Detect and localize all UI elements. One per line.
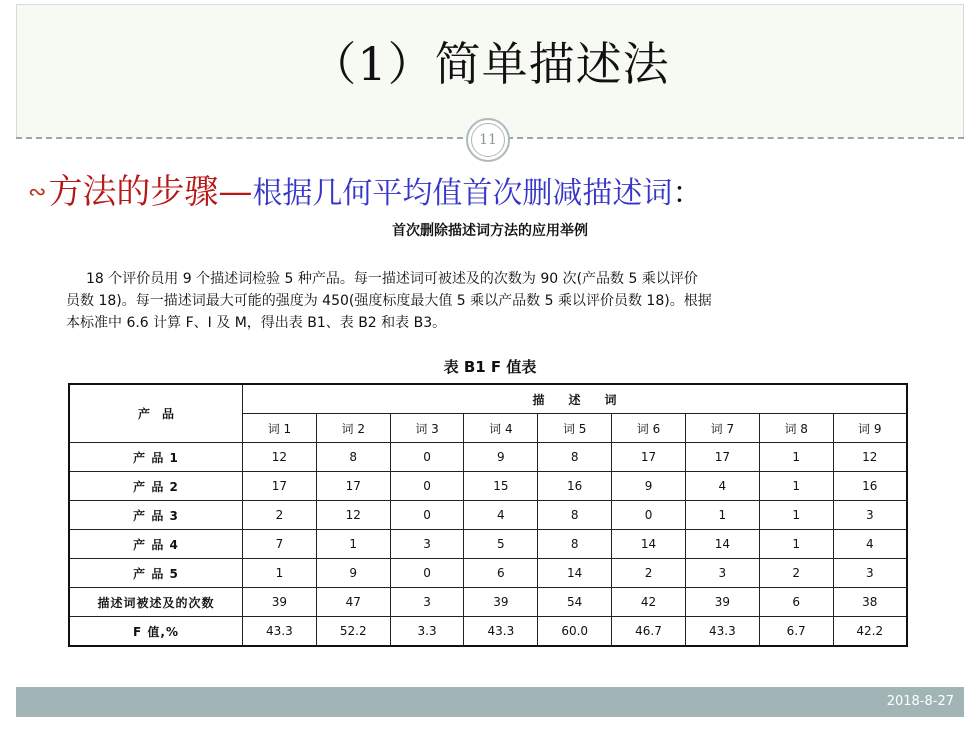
table-cell: 3 <box>390 588 464 617</box>
footer-bar <box>16 687 964 717</box>
table-cell: 14 <box>538 559 612 588</box>
table-cell: 60.0 <box>538 617 612 647</box>
table-cell: 8 <box>316 443 390 472</box>
table-cell: 2 <box>243 501 317 530</box>
row-label: 产 品 5 <box>69 559 243 588</box>
table-cell: 3.3 <box>390 617 464 647</box>
table-cell: 43.3 <box>685 617 759 647</box>
table-cell: 52.2 <box>316 617 390 647</box>
f-value-table <box>68 383 908 647</box>
table-cell: 1 <box>316 530 390 559</box>
table-cell: 46.7 <box>612 617 686 647</box>
row-label: 产 品 4 <box>69 530 243 559</box>
table-cell: 12 <box>833 443 907 472</box>
table-cell: 4 <box>464 501 538 530</box>
table-cell: 2 <box>612 559 686 588</box>
row-label: 描述词被述及的次数 <box>69 588 243 617</box>
table-group-header: 描 述 词 <box>243 384 908 414</box>
column-header: 词 8 <box>759 414 833 443</box>
heading-description: 根据几何平均值首次删减描述词 <box>252 176 673 211</box>
table-cell: 1 <box>759 530 833 559</box>
table-cell: 3 <box>390 530 464 559</box>
table-cell: 39 <box>243 588 317 617</box>
table-cell: 14 <box>685 530 759 559</box>
paragraph-line: 员数 18)。每一描述词最大可能的强度为 450(强度标度最大值 5 乘以产品数 5 乘以评价员数 18)。根据 <box>66 293 712 309</box>
table-cell: 9 <box>316 559 390 588</box>
table-cell: 8 <box>538 443 612 472</box>
table-cell: 1 <box>759 501 833 530</box>
column-header: 词 2 <box>316 414 390 443</box>
paragraph-line: 本标准中 6.6 计算 F、I 及 M，得出表 B1、表 B2 和表 B3。 <box>66 315 447 331</box>
table-cell: 3 <box>833 559 907 588</box>
column-header: 词 9 <box>833 414 907 443</box>
column-header: 词 7 <box>685 414 759 443</box>
table-cell: 3 <box>833 501 907 530</box>
table-cell: 16 <box>538 472 612 501</box>
table-cell: 17 <box>685 443 759 472</box>
table-cell: 43.3 <box>243 617 317 647</box>
table-cell: 4 <box>685 472 759 501</box>
table-row-f-value <box>69 617 907 647</box>
table-cell: 0 <box>390 472 464 501</box>
page-number: 11 <box>471 123 505 157</box>
table-cell: 12 <box>243 443 317 472</box>
table-cell: 14 <box>612 530 686 559</box>
column-header: 词 5 <box>538 414 612 443</box>
table-cell: 39 <box>685 588 759 617</box>
row-label: 产 品 1 <box>69 443 243 472</box>
table-cell: 17 <box>316 472 390 501</box>
column-header: 词 4 <box>464 414 538 443</box>
table-row <box>69 530 907 559</box>
table-cell: 6 <box>759 588 833 617</box>
table-cell: 5 <box>464 530 538 559</box>
table-cell: 1 <box>243 559 317 588</box>
table-row <box>69 443 907 472</box>
table-cell: 1 <box>759 443 833 472</box>
table-cell: 15 <box>464 472 538 501</box>
table-cell: 9 <box>612 472 686 501</box>
table-group-header-row <box>69 384 907 414</box>
paragraph-line: 18 个评价员用 9 个描述词检验 5 种产品。每一描述词可被述及的次数为 90 次(产品数 5 乘以评价 <box>86 271 698 287</box>
table-cell: 39 <box>464 588 538 617</box>
table-cell: 7 <box>243 530 317 559</box>
table-cell: 17 <box>243 472 317 501</box>
table-cell: 16 <box>833 472 907 501</box>
example-paragraph <box>66 268 918 334</box>
table-row-mention-count <box>69 588 907 617</box>
column-header: 词 6 <box>612 414 686 443</box>
row-label: F 值,% <box>69 617 243 647</box>
table-corner-header: 产 品 <box>69 384 243 443</box>
heading-step-label: 方法的步骤— <box>48 172 253 212</box>
table-caption: 表 B1 F 值表 <box>443 358 537 376</box>
table-cell: 6 <box>464 559 538 588</box>
table-cell: 43.3 <box>464 617 538 647</box>
table-cell: 0 <box>390 501 464 530</box>
table-cell: 3 <box>685 559 759 588</box>
example-caption: 首次删除描述词方法的应用举例 <box>392 223 588 239</box>
table-cell: 54 <box>538 588 612 617</box>
column-header: 词 3 <box>390 414 464 443</box>
table-cell: 17 <box>612 443 686 472</box>
table-cell: 2 <box>759 559 833 588</box>
heading-colon: ： <box>672 176 703 211</box>
row-label: 产 品 2 <box>69 472 243 501</box>
table-cell: 9 <box>464 443 538 472</box>
table-cell: 47 <box>316 588 390 617</box>
table-cell: 42 <box>612 588 686 617</box>
column-header: 词 1 <box>243 414 317 443</box>
row-label: 产 品 3 <box>69 501 243 530</box>
table-cell: 1 <box>759 472 833 501</box>
bullet-icon: ∾ <box>28 180 47 205</box>
slide-date: 2018-8-27 <box>886 694 954 709</box>
table-cell: 6.7 <box>759 617 833 647</box>
table-cell: 8 <box>538 501 612 530</box>
table-cell: 0 <box>390 443 464 472</box>
table-cell: 0 <box>390 559 464 588</box>
slide-title: （1）简单描述法 <box>310 37 670 91</box>
table-cell: 0 <box>612 501 686 530</box>
table-cell: 1 <box>685 501 759 530</box>
table-row <box>69 501 907 530</box>
table-cell: 8 <box>538 530 612 559</box>
table-row <box>69 559 907 588</box>
table-cell: 42.2 <box>833 617 907 647</box>
section-heading <box>28 164 702 213</box>
table-cell: 12 <box>316 501 390 530</box>
table-row <box>69 472 907 501</box>
page-number-badge <box>466 118 510 162</box>
table-cell: 38 <box>833 588 907 617</box>
table-cell: 4 <box>833 530 907 559</box>
